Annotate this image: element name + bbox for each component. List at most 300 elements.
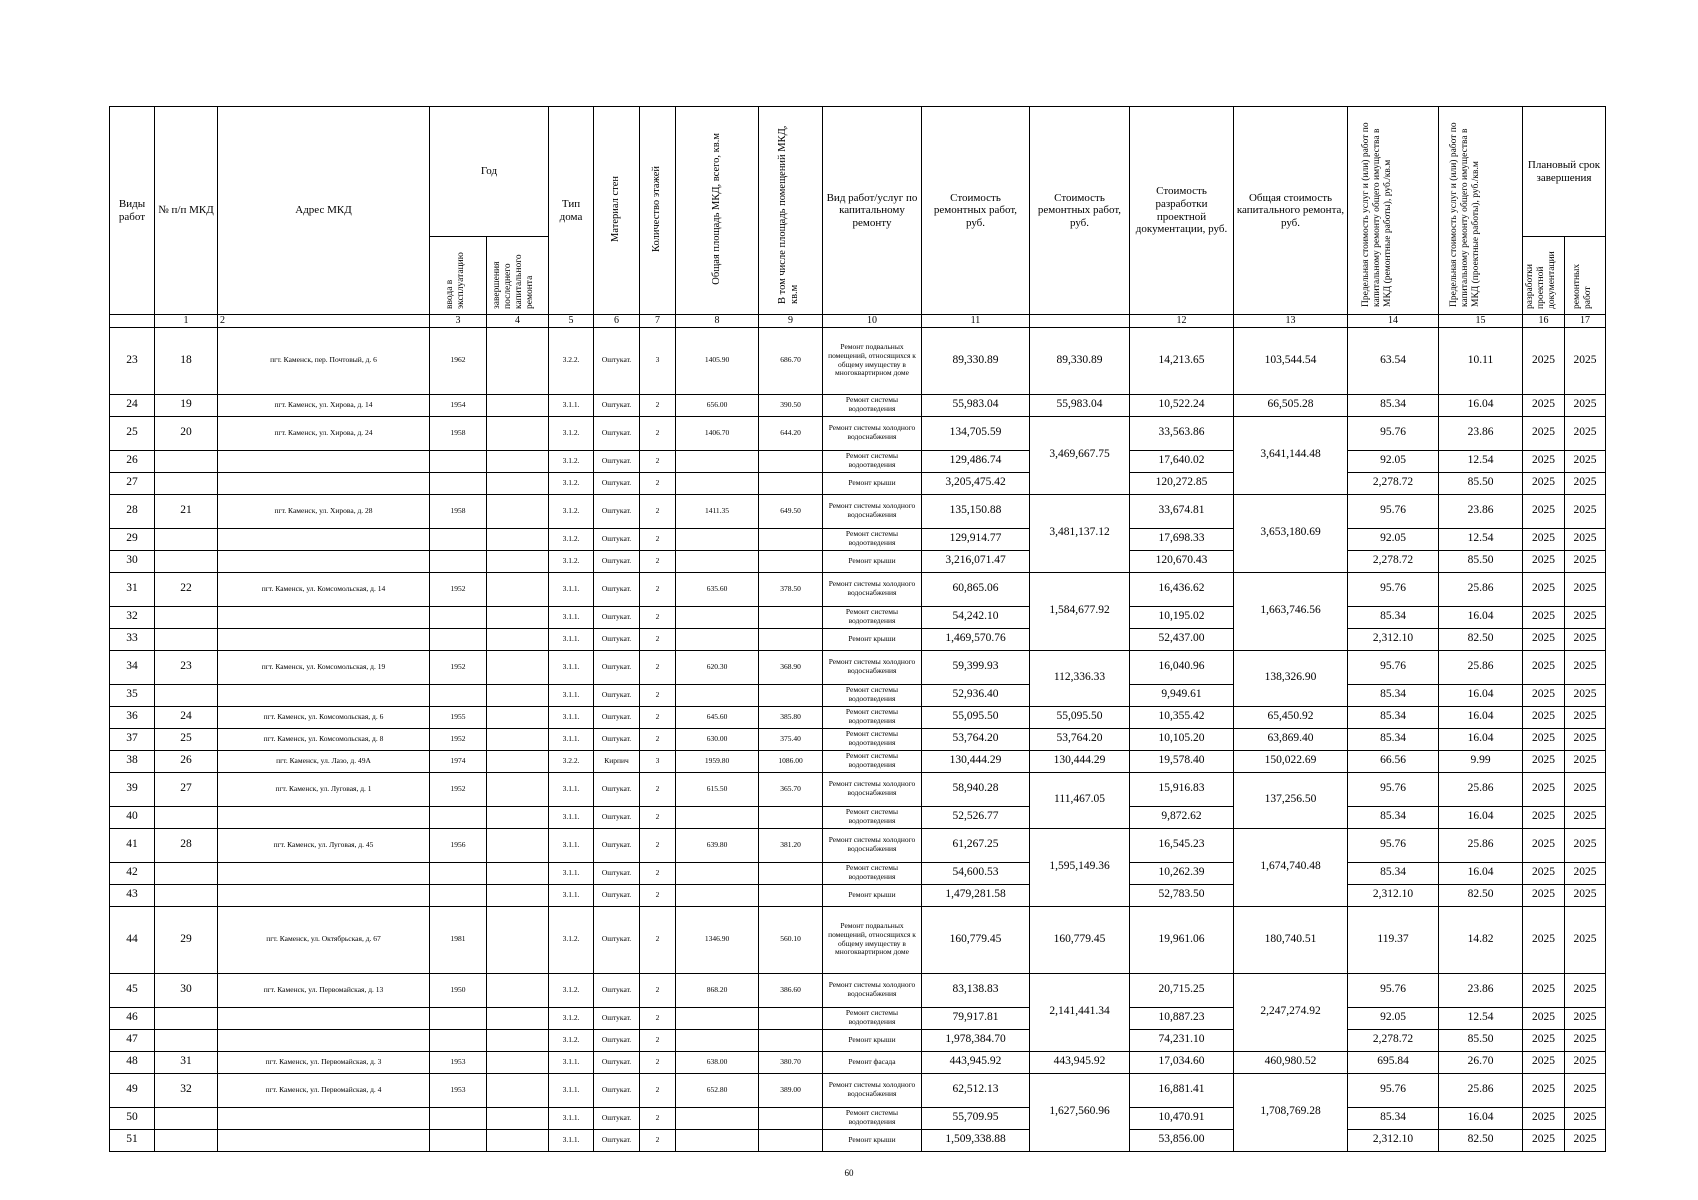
wall-cell: Оштукат.	[594, 684, 640, 706]
house-type-cell: 3.1.1.	[549, 1051, 594, 1073]
row-id: 37	[110, 728, 155, 750]
repair-year-cell	[487, 650, 549, 684]
work-type-cell: Ремонт системы холодного водоснабжения	[823, 973, 922, 1007]
area2-cell: 649.50	[759, 494, 823, 528]
deadline-design-cell: 2025	[1523, 728, 1565, 750]
year-cell	[430, 884, 487, 906]
house-type-cell: 3.1.2.	[549, 1007, 594, 1029]
year-cell: 1974	[430, 750, 487, 772]
address-cell	[218, 450, 430, 472]
area2-cell	[759, 472, 823, 494]
mkd-number: 29	[155, 906, 218, 973]
year-cell	[430, 550, 487, 572]
mkd-number: 23	[155, 650, 218, 684]
limit-repair-cell: 63.54	[1348, 327, 1439, 394]
house-type-cell: 3.1.2.	[549, 528, 594, 550]
deadline-repair-cell: 2025	[1565, 450, 1606, 472]
row-id: 26	[110, 450, 155, 472]
house-type-cell: 3.1.1.	[549, 628, 594, 650]
floors-cell: 2	[640, 828, 676, 862]
row-id: 35	[110, 684, 155, 706]
wall-cell: Оштукат.	[594, 394, 640, 416]
total-cost-cell: 66,505.28	[1234, 394, 1348, 416]
address-cell	[218, 884, 430, 906]
row-id: 48	[110, 1051, 155, 1073]
wall-cell: Оштукат.	[594, 450, 640, 472]
address-cell	[218, 806, 430, 828]
header-year-last-repair: завершения последнего капитального ремонта	[487, 237, 549, 315]
header-address: Адрес МКД	[218, 107, 430, 315]
deadline-repair-cell: 2025	[1565, 650, 1606, 684]
limit-design-cell: 25.86	[1439, 572, 1523, 606]
row-id: 24	[110, 394, 155, 416]
table-row	[110, 828, 1606, 862]
deadline-repair-cell: 2025	[1565, 828, 1606, 862]
limit-design-cell: 85.50	[1439, 472, 1523, 494]
area-cell: 656.00	[676, 394, 759, 416]
area-cell: 1405.90	[676, 327, 759, 394]
address-cell: пгт. Каменск, ул. Лазо, д. 49А	[218, 750, 430, 772]
deadline-design-cell: 2025	[1523, 528, 1565, 550]
area-cell: 1346.90	[676, 906, 759, 973]
house-type-cell: 3.1.1.	[549, 828, 594, 862]
repair-cost-total-cell: 1,627,560.96	[1030, 1073, 1130, 1151]
deadline-design-cell: 2025	[1523, 862, 1565, 884]
mkd-number	[155, 472, 218, 494]
repair-cost-cell: 79,917.81	[922, 1007, 1030, 1029]
deadline-design-cell: 2025	[1523, 806, 1565, 828]
repair-year-cell	[487, 450, 549, 472]
deadline-repair-cell: 2025	[1565, 750, 1606, 772]
col-num: 15	[1439, 315, 1523, 328]
floors-cell: 3	[640, 750, 676, 772]
repair-cost-total-cell: 130,444.29	[1030, 750, 1130, 772]
repair-cost-cell: 443,945.92	[922, 1051, 1030, 1073]
limit-design-cell: 23.86	[1439, 494, 1523, 528]
col-num	[110, 315, 155, 328]
table-row	[110, 494, 1606, 528]
address-cell: пгт. Каменск, ул. Хирова, д. 28	[218, 494, 430, 528]
page-number: 60	[844, 1168, 854, 1178]
total-cost-cell: 1,708,769.28	[1234, 1073, 1348, 1151]
address-cell: пгт. Каменск, ул. Октябрьская, д. 67	[218, 906, 430, 973]
table-row	[110, 472, 1606, 494]
deadline-design-cell: 2025	[1523, 572, 1565, 606]
deadline-design-cell: 2025	[1523, 606, 1565, 628]
deadline-repair-cell: 2025	[1565, 884, 1606, 906]
work-type-cell: Ремонт системы водоотведения	[823, 806, 922, 828]
repair-year-cell	[487, 472, 549, 494]
area-cell: 638.00	[676, 1051, 759, 1073]
repair-cost-cell: 55,983.04	[922, 394, 1030, 416]
address-cell: пгт. Каменск, ул. Комсомольская, д. 19	[218, 650, 430, 684]
design-cost-cell: 17,698.33	[1130, 528, 1234, 550]
mkd-number: 25	[155, 728, 218, 750]
floors-cell: 2	[640, 1029, 676, 1051]
area2-cell	[759, 1129, 823, 1151]
mkd-number: 27	[155, 772, 218, 806]
limit-repair-cell: 85.34	[1348, 394, 1439, 416]
work-type-cell: Ремонт системы водоотведения	[823, 1107, 922, 1129]
design-cost-cell: 10,105.20	[1130, 728, 1234, 750]
repair-year-cell	[487, 806, 549, 828]
work-type-cell: Ремонт системы водоотведения	[823, 1007, 922, 1029]
header-floors: Количество этажей	[640, 107, 676, 315]
mkd-number: 18	[155, 327, 218, 394]
address-cell	[218, 628, 430, 650]
row-id: 39	[110, 772, 155, 806]
limit-design-cell: 16.04	[1439, 706, 1523, 728]
design-cost-cell: 9,949.61	[1130, 684, 1234, 706]
area2-cell: 385.80	[759, 706, 823, 728]
area-cell	[676, 862, 759, 884]
deadline-design-cell: 2025	[1523, 1073, 1565, 1107]
col-num: 8	[676, 315, 759, 328]
deadline-repair-cell: 2025	[1565, 1007, 1606, 1029]
design-cost-cell: 16,436.62	[1130, 572, 1234, 606]
floors-cell: 2	[640, 1051, 676, 1073]
row-id: 51	[110, 1129, 155, 1151]
work-type-cell: Ремонт системы водоотведения	[823, 706, 922, 728]
mkd-number	[155, 628, 218, 650]
year-cell: 1958	[430, 494, 487, 528]
row-id: 38	[110, 750, 155, 772]
repair-year-cell	[487, 1129, 549, 1151]
year-cell: 1955	[430, 706, 487, 728]
design-cost-cell: 19,961.06	[1130, 906, 1234, 973]
header-repair-cost-2: Стоимость ремонтных работ, руб.	[1030, 107, 1130, 315]
design-cost-cell: 10,470.91	[1130, 1107, 1234, 1129]
wall-cell: Оштукат.	[594, 806, 640, 828]
design-cost-cell: 53,856.00	[1130, 1129, 1234, 1151]
table-row	[110, 1051, 1606, 1073]
repair-cost-total-cell: 3,481,137.12	[1030, 494, 1130, 572]
deadline-repair-cell: 2025	[1565, 906, 1606, 973]
floors-cell: 2	[640, 650, 676, 684]
area-cell	[676, 628, 759, 650]
work-type-cell: Ремонт фасада	[823, 1051, 922, 1073]
design-cost-cell: 20,715.25	[1130, 973, 1234, 1007]
repair-cost-cell: 55,095.50	[922, 706, 1030, 728]
area2-cell: 390.50	[759, 394, 823, 416]
repair-cost-cell: 52,526.77	[922, 806, 1030, 828]
area-cell: 639.80	[676, 828, 759, 862]
wall-cell: Оштукат.	[594, 728, 640, 750]
header-design-cost: Стоимость разработки проектной документации, руб.	[1130, 107, 1234, 315]
limit-design-cell: 85.50	[1439, 1029, 1523, 1051]
house-type-cell: 3.1.2.	[549, 416, 594, 450]
house-type-cell: 3.1.2.	[549, 494, 594, 528]
mkd-number	[155, 884, 218, 906]
house-type-cell: 3.1.1.	[549, 806, 594, 828]
year-cell: 1953	[430, 1051, 487, 1073]
limit-design-cell: 14.82	[1439, 906, 1523, 973]
deadline-design-cell: 2025	[1523, 884, 1565, 906]
house-type-cell: 3.1.2.	[549, 472, 594, 494]
area-cell	[676, 1029, 759, 1051]
deadline-repair-cell: 2025	[1565, 550, 1606, 572]
repair-cost-cell: 60,865.06	[922, 572, 1030, 606]
repair-cost-cell: 55,709.95	[922, 1107, 1030, 1129]
row-id: 25	[110, 416, 155, 450]
limit-design-cell: 25.86	[1439, 1073, 1523, 1107]
table-row	[110, 1107, 1606, 1129]
address-cell: пгт. Каменск, ул. Комсомольская, д. 14	[218, 572, 430, 606]
area2-cell	[759, 606, 823, 628]
deadline-design-cell: 2025	[1523, 906, 1565, 973]
repair-year-cell	[487, 772, 549, 806]
row-id: 23	[110, 327, 155, 394]
deadline-repair-cell: 2025	[1565, 327, 1606, 394]
header-wall-material: Материал стен	[594, 107, 640, 315]
limit-repair-cell: 95.76	[1348, 650, 1439, 684]
floors-cell: 2	[640, 394, 676, 416]
limit-repair-cell: 95.76	[1348, 973, 1439, 1007]
area2-cell: 375.40	[759, 728, 823, 750]
area-cell: 868.20	[676, 973, 759, 1007]
row-id: 42	[110, 862, 155, 884]
deadline-design-cell: 2025	[1523, 1029, 1565, 1051]
limit-design-cell: 25.86	[1439, 650, 1523, 684]
deadline-design-cell: 2025	[1523, 416, 1565, 450]
design-cost-cell: 10,355.42	[1130, 706, 1234, 728]
mkd-number	[155, 1129, 218, 1151]
address-cell: пгт. Каменск, ул. Первомайская, д. 4	[218, 1073, 430, 1107]
work-type-cell: Ремонт подвальных помещений, относящихся к общему имуществу в многоквартирном доме	[823, 906, 922, 973]
row-id: 34	[110, 650, 155, 684]
repair-cost-cell: 53,764.20	[922, 728, 1030, 750]
address-cell	[218, 528, 430, 550]
repair-year-cell	[487, 1107, 549, 1129]
table-row	[110, 772, 1606, 806]
address-cell	[218, 550, 430, 572]
address-cell	[218, 862, 430, 884]
limit-design-cell: 23.86	[1439, 416, 1523, 450]
repair-cost-cell: 52,936.40	[922, 684, 1030, 706]
area2-cell: 368.90	[759, 650, 823, 684]
row-id: 50	[110, 1107, 155, 1129]
limit-repair-cell: 85.34	[1348, 862, 1439, 884]
area-cell: 635.60	[676, 572, 759, 606]
deadline-repair-cell: 2025	[1565, 684, 1606, 706]
repair-year-cell	[487, 1051, 549, 1073]
repair-cost-cell: 3,216,071.47	[922, 550, 1030, 572]
repair-year-cell	[487, 394, 549, 416]
year-cell	[430, 450, 487, 472]
wall-cell: Кирпич	[594, 750, 640, 772]
floors-cell: 2	[640, 528, 676, 550]
limit-design-cell: 16.04	[1439, 806, 1523, 828]
year-cell: 1958	[430, 416, 487, 450]
area-cell	[676, 550, 759, 572]
deadline-design-cell: 2025	[1523, 706, 1565, 728]
row-id: 49	[110, 1073, 155, 1107]
row-id: 27	[110, 472, 155, 494]
repair-cost-cell: 134,705.59	[922, 416, 1030, 450]
limit-repair-cell: 92.05	[1348, 528, 1439, 550]
house-type-cell: 3.1.1.	[549, 1073, 594, 1107]
table-body	[110, 327, 1606, 1151]
house-type-cell: 3.1.1.	[549, 650, 594, 684]
repair-cost-total-cell: 160,779.45	[1030, 906, 1130, 973]
design-cost-cell: 16,881.41	[1130, 1073, 1234, 1107]
wall-cell: Оштукат.	[594, 1073, 640, 1107]
wall-cell: Оштукат.	[594, 973, 640, 1007]
header-limit-repair: Предельная стоимость услуг и (или) работ по капитальному ремонту общего имущества в МКД (ремонтные работы), руб./кв.м	[1348, 107, 1439, 315]
design-cost-cell: 14,213.65	[1130, 327, 1234, 394]
table-row	[110, 806, 1606, 828]
house-type-cell: 3.1.1.	[549, 884, 594, 906]
repair-cost-cell: 160,779.45	[922, 906, 1030, 973]
deadline-design-cell: 2025	[1523, 494, 1565, 528]
repair-cost-total-cell: 1,584,677.92	[1030, 572, 1130, 650]
work-type-cell: Ремонт крыши	[823, 472, 922, 494]
row-id: 33	[110, 628, 155, 650]
table-row	[110, 973, 1606, 1007]
mkd-number	[155, 1029, 218, 1051]
wall-cell: Оштукат.	[594, 884, 640, 906]
limit-repair-cell: 85.34	[1348, 806, 1439, 828]
design-cost-cell: 16,545.23	[1130, 828, 1234, 862]
limit-design-cell: 16.04	[1439, 728, 1523, 750]
work-type-cell: Ремонт крыши	[823, 1129, 922, 1151]
area2-cell	[759, 1107, 823, 1129]
floors-cell: 2	[640, 884, 676, 906]
year-cell: 1952	[430, 572, 487, 606]
col-num: 12	[1130, 315, 1234, 328]
row-id: 28	[110, 494, 155, 528]
floors-cell: 2	[640, 973, 676, 1007]
work-type-cell: Ремонт системы водоотведения	[823, 684, 922, 706]
repair-cost-total-cell: 3,469,667.75	[1030, 416, 1130, 494]
row-id: 41	[110, 828, 155, 862]
limit-repair-cell: 2,312.10	[1348, 884, 1439, 906]
row-id: 43	[110, 884, 155, 906]
address-cell: пгт. Каменск, ул. Первомайская, д. 3	[218, 1051, 430, 1073]
total-cost-cell: 3,653,180.69	[1234, 494, 1348, 572]
table-row	[110, 450, 1606, 472]
table-row	[110, 394, 1606, 416]
mkd-number	[155, 684, 218, 706]
deadline-repair-cell: 2025	[1565, 1029, 1606, 1051]
area-cell: 1406.70	[676, 416, 759, 450]
wall-cell: Оштукат.	[594, 1007, 640, 1029]
table-row	[110, 1129, 1606, 1151]
deadline-design-cell: 2025	[1523, 1107, 1565, 1129]
address-cell	[218, 1007, 430, 1029]
floors-cell: 2	[640, 862, 676, 884]
area2-cell	[759, 862, 823, 884]
floors-cell: 3	[640, 327, 676, 394]
deadline-repair-cell: 2025	[1565, 1107, 1606, 1129]
repair-year-cell	[487, 528, 549, 550]
table-row	[110, 884, 1606, 906]
work-type-cell: Ремонт системы холодного водоснабжения	[823, 416, 922, 450]
wall-cell: Оштукат.	[594, 528, 640, 550]
total-cost-cell: 150,022.69	[1234, 750, 1348, 772]
col-num: 17	[1565, 315, 1606, 328]
header-repair-cost: Стоимость ремонтных работ, руб.	[922, 107, 1030, 315]
year-cell: 1952	[430, 728, 487, 750]
mkd-number: 21	[155, 494, 218, 528]
deadline-design-cell: 2025	[1523, 628, 1565, 650]
house-type-cell: 3.1.2.	[549, 450, 594, 472]
row-id: 29	[110, 528, 155, 550]
total-cost-cell: 180,740.51	[1234, 906, 1348, 973]
repair-year-cell	[487, 572, 549, 606]
repair-cost-cell: 1,978,384.70	[922, 1029, 1030, 1051]
design-cost-cell: 120,670.43	[1130, 550, 1234, 572]
year-cell: 1953	[430, 1073, 487, 1107]
year-cell	[430, 1029, 487, 1051]
house-type-cell: 3.1.2.	[549, 550, 594, 572]
deadline-repair-cell: 2025	[1565, 628, 1606, 650]
table-row	[110, 684, 1606, 706]
wall-cell: Оштукат.	[594, 327, 640, 394]
area2-cell	[759, 1029, 823, 1051]
area2-cell: 644.20	[759, 416, 823, 450]
repair-cost-cell: 83,138.83	[922, 973, 1030, 1007]
repair-cost-total-cell: 2,141,441.34	[1030, 973, 1130, 1051]
col-num: 6	[594, 315, 640, 328]
floors-cell: 2	[640, 1129, 676, 1151]
limit-design-cell: 82.50	[1439, 884, 1523, 906]
table-row	[110, 416, 1606, 450]
deadline-repair-cell: 2025	[1565, 1129, 1606, 1151]
repair-cost-cell: 54,242.10	[922, 606, 1030, 628]
work-type-cell: Ремонт системы водоотведения	[823, 528, 922, 550]
area2-cell: 686.70	[759, 327, 823, 394]
address-cell	[218, 1029, 430, 1051]
deadline-repair-cell: 2025	[1565, 472, 1606, 494]
table-row	[110, 906, 1606, 973]
limit-repair-cell: 85.34	[1348, 728, 1439, 750]
area-cell	[676, 450, 759, 472]
work-type-cell: Ремонт крыши	[823, 550, 922, 572]
deadline-repair-cell: 2025	[1565, 606, 1606, 628]
address-cell	[218, 684, 430, 706]
wall-cell: Оштукат.	[594, 606, 640, 628]
floors-cell: 2	[640, 728, 676, 750]
repair-year-cell	[487, 494, 549, 528]
header-year-commissioning: ввода в эксплуатацию	[430, 237, 487, 315]
wall-cell: Оштукат.	[594, 550, 640, 572]
design-cost-cell: 10,522.24	[1130, 394, 1234, 416]
area2-cell: 380.70	[759, 1051, 823, 1073]
limit-repair-cell: 95.76	[1348, 772, 1439, 806]
area2-cell: 378.50	[759, 572, 823, 606]
deadline-repair-cell: 2025	[1565, 772, 1606, 806]
year-cell	[430, 684, 487, 706]
repair-year-cell	[487, 327, 549, 394]
deadline-repair-cell: 2025	[1565, 528, 1606, 550]
design-cost-cell: 10,195.02	[1130, 606, 1234, 628]
address-cell: пгт. Каменск, ул. Хирова, д. 24	[218, 416, 430, 450]
house-type-cell: 3.1.2.	[549, 1029, 594, 1051]
limit-design-cell: 16.04	[1439, 1107, 1523, 1129]
address-cell	[218, 1107, 430, 1129]
limit-design-cell: 10.11	[1439, 327, 1523, 394]
total-cost-cell: 1,663,746.56	[1234, 572, 1348, 650]
table-row	[110, 728, 1606, 750]
deadline-design-cell: 2025	[1523, 750, 1565, 772]
work-type-cell: Ремонт системы холодного водоснабжения	[823, 494, 922, 528]
total-cost-cell: 1,674,740.48	[1234, 828, 1348, 906]
work-type-cell: Ремонт крыши	[823, 884, 922, 906]
wall-cell: Оштукат.	[594, 772, 640, 806]
address-cell: пгт. Каменск, ул. Луговая, д. 45	[218, 828, 430, 862]
area-cell	[676, 472, 759, 494]
